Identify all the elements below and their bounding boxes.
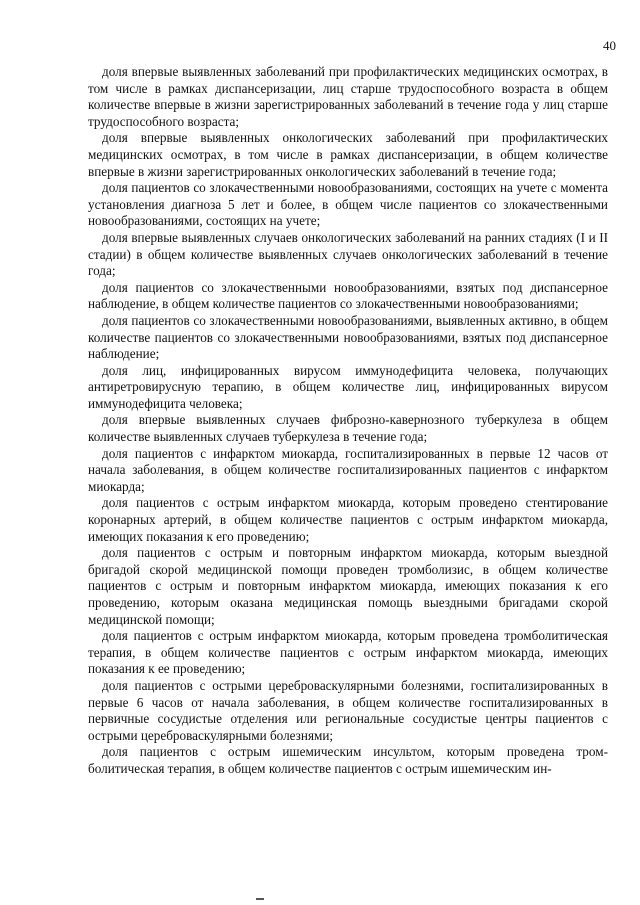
paragraph: доля пациентов с острым ишемическим инсультом, которым проведена тромболитическая терапия, в общем количестве пациентов с острым ишемическим ин- [88, 744, 608, 776]
paragraph: доля впервые выявленных случаев фиброзно-кавернозного туберкулеза в общем количестве выявленных случаев туберкулеза в течение года; [88, 412, 608, 445]
paragraph: доля впервые выявленных случаев онкологических заболеваний на ранних стадиях (I и II стадии) в общем количестве выявленных случаев онкологических заболеваний в течение года; [88, 229, 608, 279]
paragraph: доля впервые выявленных заболеваний при профилактических медицинских осмотрах, в том числе в рамках диспансеризации, лиц старше трудоспособного возраста в общем количестве впервые в жизни зарегистрированных заболеваний в течение года у лиц старше трудоспособного возраста; [88, 64, 608, 129]
paragraph: доля пациентов со злокачественными новообразованиями, состоящих на учете с момента установления диагноза 5 лет и более, в общем числе пациентов со злокачественными новообразованиями, состоящих на учете; [88, 180, 608, 229]
page-number: 40 [603, 38, 616, 53]
paragraph: доля лиц, инфицированных вирусом иммунодефицита человека, получающих антиретровирусную терапию, в общем количестве лиц, инфицированных вирусом иммунодефицита человека; [88, 362, 608, 411]
paragraph: доля пациентов с острым инфарктом миокарда, которым проведена тромболитическая терапия, в общем количестве пациентов с острым инфарктом миокарда, имеющих показания к ее проведению; [88, 628, 608, 677]
document-body [88, 64, 608, 778]
paragraph: доля пациентов с острым и повторным инфарктом миокарда, которым выездной бригадой скорой медицинской помощи проведен тромболизис, в общем количестве пациентов с острым и повторным инфарктом миокарда, имеющих показания к его проведению, которым оказана медицинская помощь выездными бригадами скорой медицинской помощи; [88, 545, 608, 627]
scan-mark [256, 898, 264, 900]
paragraph: доля пациентов со злокачественными новообразованиями, выявленных активно, в общем количестве пациентов со злокачественными новообразованиями, взятых под диспансерное наблюдение; [88, 312, 608, 362]
paragraph: доля впервые выявленных онкологических заболеваний при профилактических медицинских осмотрах, в том числе в рамках диспансеризации, в общем количестве впервые в жизни зарегистрированных онкологических заболеваний в течение года; [88, 130, 608, 179]
paragraph: доля пациентов с острым инфарктом миокарда, которым проведено стентирование коронарных артерий, в общем количестве пациентов с острым инфарктом миокарда, имеющих показания к его проведению; [88, 495, 608, 544]
paragraph: доля пациентов с инфарктом миокарда, госпитализированных в первые 12 часов от начала заболевания, в общем количестве госпитализированных пациентов с инфарктом миокарда; [88, 445, 608, 494]
paragraph: доля пациентов с острыми цереброваскулярными болезнями, госпитализированных в первые 6 часов от начала заболевания, в общем количестве госпитализированных в первичные сосудистые отделения или региональные сосудистые центры пациентов с острыми цереброваскулярными болезнями; [88, 677, 608, 743]
paragraph: доля пациентов со злокачественными новообразованиями, взятых под диспансерное наблюдение, в общем количестве пациентов со злокачественными новообразованиями; [88, 279, 608, 312]
